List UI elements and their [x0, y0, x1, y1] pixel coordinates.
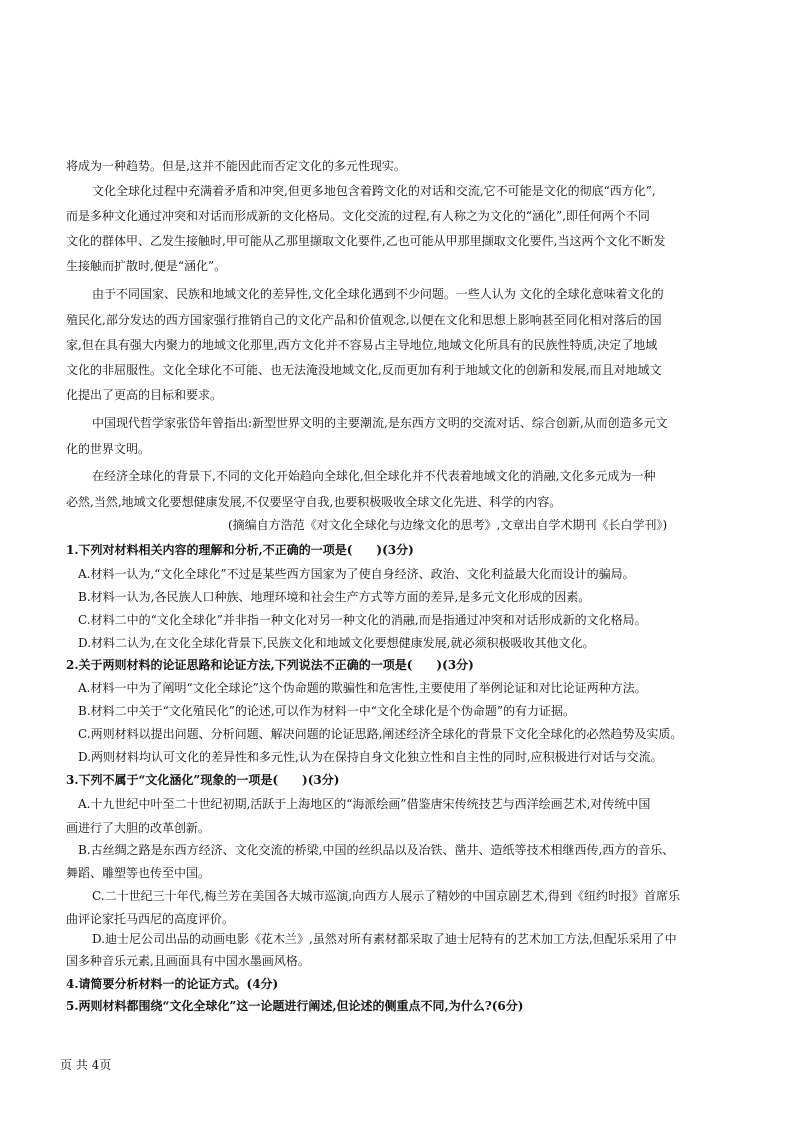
question-2-option-a: A.材料一中为了阐明“文化全球论”这个伪命题的欺骗性和危害性,主要使用了举例论证和对比论证两种方法。	[78, 681, 647, 695]
question-1-option-a: A.材料一认为,“文化全球化”不过是某些西方国家为了使自身经济、政治、文化利益最大化而设计的骗局。	[78, 567, 635, 581]
question-3-option-d-cont: 国多种音乐元素,且画面具有中国水墨画风格。	[66, 954, 310, 968]
question-5: 5.两则材料都围绕“文化全球化”这一论题进行阐述,但论述的侧重点不同,为什么?(6分)	[66, 999, 524, 1013]
question-2-option-d: D.两则材料均认可文化的差异性和多元性,认为在保持自身文化独立性和自主性的同时,应积极进行对话与交流。	[78, 750, 663, 764]
question-2-stem: 2.关于两则材料的论证思路和论证方法,下列说法不正确的一项是( )(3分)	[66, 658, 474, 672]
passage-line: 而是多种文化通过冲突和对话而形成新的文化格局。文化交流的过程,有人称之为文化的“涵化”,即任何两个不同	[66, 209, 650, 223]
source-citation: (摘编自方浩范《对文化全球化与边缘文化的思考》,文章出自学术期刊《长白学刊》)	[228, 518, 668, 532]
question-3-option-b-cont: 舞蹈、雕塑等也传至中国。	[66, 866, 211, 880]
question-1-option-b: B.材料一认为,各民族人口种族、地理环境和社会生产方式等方面的差异,是多元文化形成的因素。	[78, 590, 591, 604]
question-3-stem: 3.下列不属于“文化涵化”现象的一项是( )(3分)	[66, 773, 340, 787]
passage-line: 将成为一种趋势。但是,这并不能因此而否定文化的多元性现实。	[66, 159, 406, 173]
question-3-option-a-cont: 画进行了大胆的改革创新。	[66, 821, 211, 835]
passage-line: 化提出了更高的目标和要求。	[66, 388, 223, 402]
passage-line: 中国现代哲学家张岱年曾指出:新型世界文明的主要潮流,是东西方文明的交流对话、综合创新,从而创造多元文	[92, 416, 668, 430]
passage-line: 文化全球化过程中充满着矛盾和冲突,但更多地包含着跨文化的对话和交流,它不可能是文化的彻底“西方化”,	[92, 184, 656, 198]
question-1-stem: 1.下列对材料相关内容的理解和分析,不正确的一项是( )(3分)	[66, 543, 414, 557]
passage-line: 生接触而扩散时,便是“涵化”。	[66, 259, 227, 273]
question-2-option-c: C.两则材料以提出问题、分析问题、解决问题的论证思路,阐述经济全球化的背景下文化全球化的必然趋势及实质。	[78, 727, 683, 741]
passage-line: 殖民化,部分发达的西方国家强行推销自己的文化产品和价值观念,以便在文化和思想上影响甚至同化相对落后的国	[66, 313, 662, 327]
passage-line: 家,但在具有强大内聚力的地域文化那里,西方文化并不容易占主导地位,地域文化所具有的民族性特质,决定了地域	[66, 338, 658, 352]
passage-line: 由于不同国家、民族和地域文化的差异性,文化全球化遇到不少问题。一些人认为 文化的全球化意味着文化的	[92, 287, 664, 301]
passage-line: 文化的群体甲、乙发生接触时,甲可能从乙那里撷取文化要件,乙也可能从甲那里撷取文化要件,当这两个文化不断发	[66, 234, 666, 248]
page-footer: 页 共 4页	[60, 1058, 112, 1072]
question-3-option-c: C.二十世纪三十年代,梅兰芳在美国各大城市巡演,向西方人展示了精妙的中国京剧艺术,得到《纽约时报》首席乐	[92, 889, 681, 903]
question-3-option-b: B.古丝绸之路是东西方经济、文化交流的桥梁,中国的丝织品以及冶铁、凿井、造纸等技术相继西传,西方的音乐、	[78, 843, 675, 857]
passage-line: 必然,当然,地域文化要想健康发展,不仅要坚守自我,也要积极吸收全球文化先进、科学的内容。	[66, 495, 562, 509]
question-1-option-c: C.材料二中的“文化全球化”并非指一种文化对另一种文化的消融,而是指通过冲突和对话形成新的文化格局。	[78, 613, 647, 627]
passage-line: 在经济全球化的背景下,不同的文化开始趋向全球化,但全球化并不代表着地域文化的消融,文化多元成为一种	[92, 469, 656, 483]
question-2-option-b: B.材料二中关于“文化殖民化”的论述,可以作为材料一中“文化全球化是个伪命题”的有力证据。	[78, 704, 575, 718]
question-4: 4.请简要分析材料一的论证方式。(4分)	[66, 977, 279, 991]
question-3-option-c-cont: 曲评论家托马西尼的高度评价。	[66, 912, 235, 926]
question-1-option-d: D.材料二认为,在文化全球化背景下,民族文化和地域文化要想健康发展,就必须积极吸收其他文化。	[78, 636, 595, 650]
passage-line: 文化的非屈服性。文化全球化不可能、也无法淹没地域文化,反而更加有利于地域文化的创新和发展,而且对地域文	[66, 363, 662, 377]
question-3-option-d: D.迪士尼公司出品的动画电影《花木兰》,虽然对所有素材都采取了迪士尼特有的艺术加工方法,但配乐采用了中	[92, 932, 677, 946]
question-3-option-a: A.十九世纪中叶至二十世纪初期,活跃于上海地区的“海派绘画”借鉴唐宋传统技艺与西洋绘画艺术,对传统中国	[78, 797, 651, 811]
passage-line: 化的世界文明。	[66, 442, 151, 456]
